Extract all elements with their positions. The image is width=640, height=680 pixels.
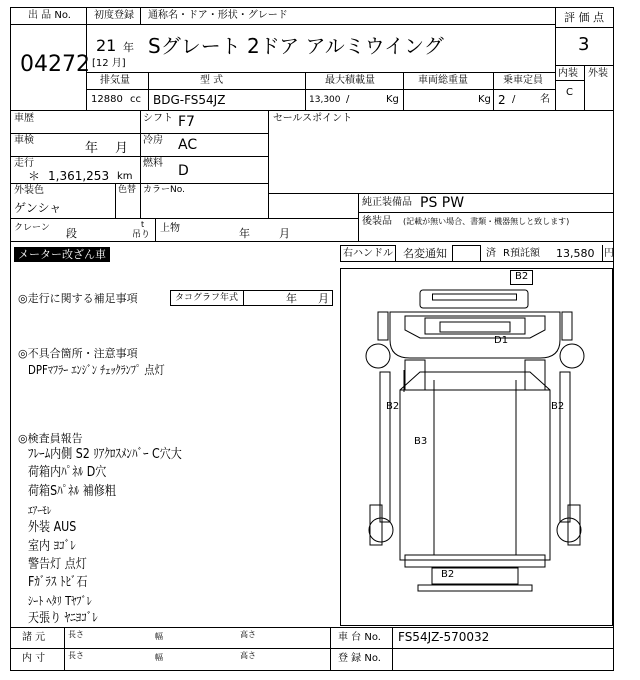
meter-tampered-badge: メーター改ざん車 <box>14 247 110 262</box>
fuel-value: D <box>178 163 189 179</box>
inner-width-label: 幅 <box>155 653 163 662</box>
defects-label: ◎不具合箇所・注意事項 <box>18 347 138 360</box>
damage-mark-b2-right: B2 <box>551 401 565 412</box>
capacity-unit: 名 <box>540 94 550 105</box>
tacho-year-unit: 年 <box>286 292 297 305</box>
color-change-label: 色替 <box>118 185 137 195</box>
tacho-label: タコグラフ年式 <box>175 293 239 303</box>
load-separator: / <box>346 94 350 105</box>
max-load: 13,300 <box>309 95 341 105</box>
damage-mark-d1: D1 <box>494 335 509 346</box>
ext-color-value: ゲンシャ <box>14 201 62 215</box>
max-load-unit: Kg <box>386 94 399 105</box>
displacement: 12880 <box>91 94 123 105</box>
joint-month-unit: 月 <box>279 227 290 240</box>
chassis-label: 車 台 No. <box>338 632 381 643</box>
report-item: 外装 AUS <box>28 520 77 535</box>
vehicle-name: Sグレート 2ドア アルミウイング <box>148 34 444 58</box>
report-item: 荷箱Sﾊﾟﾈﾙ 補修粗 <box>28 484 116 499</box>
first-reg-month: [12 月] <box>92 58 126 69</box>
gross-weight-unit: Kg <box>478 94 491 105</box>
mileage-value: 1,361,253 <box>48 169 110 183</box>
sales-point-label: セールスポイント <box>273 113 353 124</box>
dims-length-label: 長さ <box>68 630 84 639</box>
year-unit: 年 <box>123 41 134 54</box>
vehicle-name-label: 通称名・ドア・形状・グレード <box>148 10 288 21</box>
mileage-prefix: ＊ <box>28 169 41 183</box>
shift-value: F7 <box>178 114 195 130</box>
name-change-label: 名変通知 <box>403 247 447 260</box>
max-load-label: 最大積載量 <box>325 75 375 86</box>
inspection-month-unit: 月 <box>115 141 129 156</box>
report-item: ｼｰﾄ ﾍﾀﾘ Tﾔﾌﾞﾚ <box>28 594 92 608</box>
right-handle-label: 右ハンドル <box>343 248 393 259</box>
dims-label: 諸 元 <box>22 632 46 643</box>
grade-label: 評 価 点 <box>564 11 604 24</box>
damage-mark-b3: B3 <box>414 436 428 447</box>
lot-label: 出 品 No. <box>28 10 71 21</box>
inspector-report-label: ◎検査員報告 <box>18 432 83 445</box>
inner-length-label: 長さ <box>68 651 84 660</box>
interior-label: 内装 <box>558 68 578 79</box>
recycle-done-label: 済 <box>486 248 496 259</box>
inner-height-label: 高さ <box>240 651 256 660</box>
report-item: Fｶﾞﾗｽ ﾄﾋﾞ石 <box>28 575 88 590</box>
recycle-fee-label: R預託額 <box>503 248 540 259</box>
report-item: 警告灯 点灯 <box>28 557 87 572</box>
report-item: 天張り ﾔﾆﾖｺﾞﾚ <box>28 611 98 626</box>
model-code: BDG-FS54JZ <box>153 93 226 107</box>
equipment-value: PS PW <box>420 195 465 211</box>
chassis-number: FS54JZ-570032 <box>398 630 490 644</box>
registration-label: 登 録 No. <box>338 653 381 664</box>
report-item: ｴｱｰﾓﾚ <box>28 504 52 517</box>
ac-value: AC <box>178 137 198 153</box>
running-notes-label: ◎走行に関する補足事項 <box>18 292 138 305</box>
damage-mark-b2-left: B2 <box>386 401 400 412</box>
fuel-label: 燃料 <box>143 158 163 169</box>
joint-label: 上物 <box>160 223 180 234</box>
yen-unit: 円 <box>604 248 614 259</box>
displacement-unit: cc <box>130 94 141 105</box>
crane-stage-unit: 段 <box>66 227 77 240</box>
inspection-label: 車検 <box>14 135 34 146</box>
gross-weight-label: 車両総重量 <box>418 75 468 86</box>
color-no-label: カラーNo. <box>143 185 185 195</box>
damage-mark-b2-front: B2 <box>515 271 529 282</box>
first-reg-label: 初度登録 <box>94 10 134 21</box>
inner-dims-label: 内 寸 <box>22 653 46 664</box>
dims-height-label: 高さ <box>240 630 256 639</box>
displacement-label: 排気量 <box>100 75 130 86</box>
first-reg-year: 21 <box>96 36 117 55</box>
crane-ton-unit: 吊り <box>132 230 151 240</box>
model-label: 型 式 <box>200 75 224 86</box>
report-item: 荷箱内ﾊﾟﾈﾙ D穴 <box>28 465 107 480</box>
overall-grade: 3 <box>578 34 590 55</box>
capacity: 2 <box>498 93 506 107</box>
capacity-label: 乗車定員 <box>503 75 543 86</box>
exterior-label: 外装 <box>588 68 608 79</box>
capacity-separator: / <box>512 94 516 105</box>
lot-number: 04272 <box>20 52 90 77</box>
interior-grade: C <box>566 87 573 98</box>
report-item: 室内 ﾖｺﾞﾚ <box>28 539 76 554</box>
aftermarket-note: (記載が無い場合、書類・機器無しと致します) <box>403 217 570 226</box>
dims-width-label: 幅 <box>155 632 163 641</box>
recycle-fee-value: 13,580 <box>556 247 595 260</box>
crane-ton-top: t <box>141 220 145 229</box>
damage-mark-b2-rear: B2 <box>441 569 455 580</box>
mileage-label: 走行 <box>14 158 34 169</box>
report-item: ﾌﾚｰﾑ内側 S2 ﾘｱｸﾛｽﾒﾝﾊﾞｰ C穴大 <box>28 447 182 462</box>
ext-color-label: 外装色 <box>14 185 44 196</box>
inspection-year-unit: 年 <box>85 141 99 156</box>
joint-year-unit: 年 <box>239 227 250 240</box>
history-label: 車歴 <box>14 113 34 124</box>
crane-label: クレーン <box>14 223 50 233</box>
tacho-month-unit: 月 <box>318 292 329 305</box>
ac-label: 冷房 <box>143 135 163 146</box>
aftermarket-label: 後装品 <box>362 216 392 227</box>
defect-item: DPFﾏﾌﾗｰ ｴﾝｼﾞﾝ ﾁｪｯｸﾗﾝﾌﾟ 点灯 <box>28 363 165 377</box>
shift-label: シフト <box>143 113 173 124</box>
equipment-label: 純正装備品 <box>362 197 412 208</box>
mileage-unit: km <box>117 171 133 182</box>
